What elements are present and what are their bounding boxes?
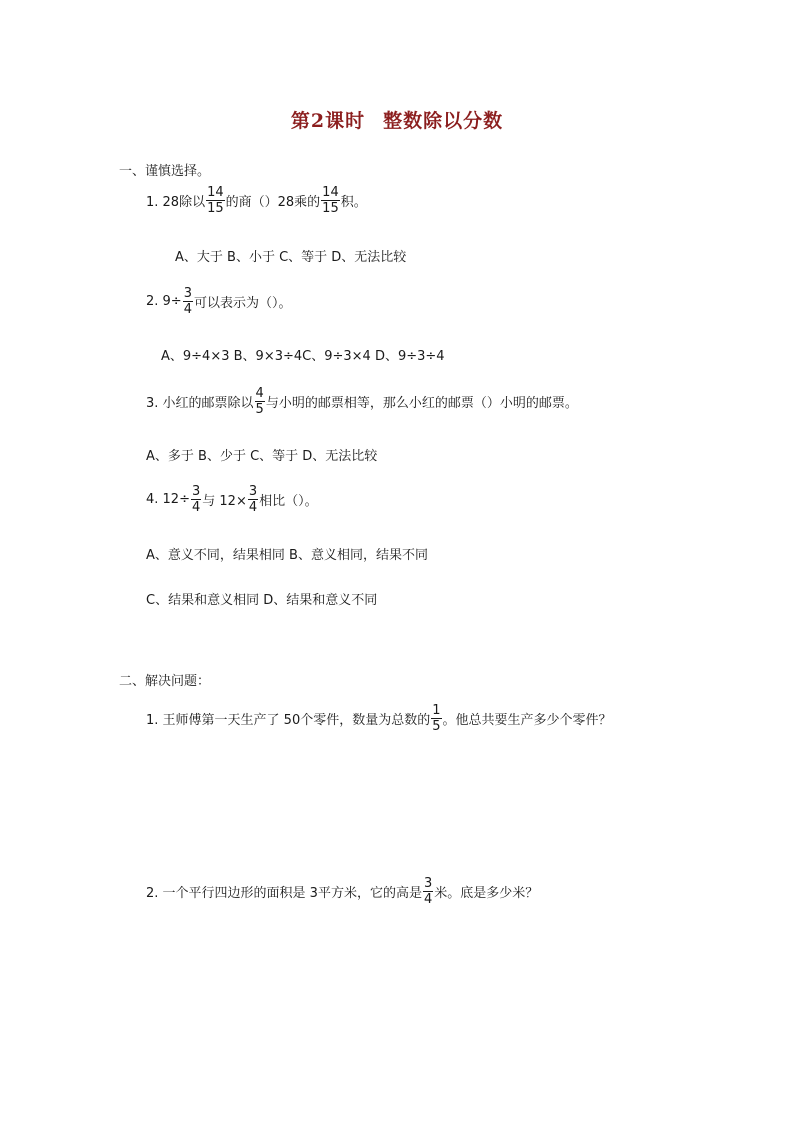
fraction-denominator: 4 [191, 500, 201, 515]
question-1-options: A、大于 B、小于 C、等于 D、无法比较 [175, 250, 407, 265]
fraction-denominator: 15 [322, 201, 339, 216]
question-4-text-b: 与 12× [202, 494, 247, 509]
fraction [321, 185, 340, 216]
fraction-numerator: 3 [423, 876, 433, 891]
question-4-options-line-2: C、结果和意义相同 D、结果和意义不同 [146, 593, 378, 608]
fraction-numerator: 14 [322, 185, 339, 200]
fraction [255, 386, 265, 417]
question-2 [146, 286, 292, 317]
question-2-text-b: 可以表示为（）。 [193, 296, 292, 311]
lesson-topic: 整数除以分数 [383, 110, 504, 132]
question-1-text-b: 的商（）28乘的 [225, 195, 321, 210]
lesson-number: 第2课时 [290, 110, 366, 132]
fraction-denominator: 5 [432, 719, 441, 734]
question-3-text-b: 与小明的邮票相等，那么小红的邮票（）小明的邮票。 [265, 396, 578, 411]
fraction-denominator: 4 [248, 500, 258, 515]
fraction [206, 185, 225, 216]
question-4-options-line-1: A、意义不同，结果相同 B、意义相同，结果不同 [146, 548, 428, 563]
fraction [183, 286, 193, 317]
page-title [0, 106, 794, 133]
question-3-options: A、多于 B、少于 C、等于 D、无法比较 [146, 449, 378, 464]
problem-2-text-a: 2. 一个平行四边形的面积是 3平方米，它的高是 [146, 886, 422, 901]
fraction-denominator: 4 [183, 302, 192, 317]
question-3-text-a: 3. 小红的邮票除以 [146, 396, 254, 411]
question-4-text-c: 相比（）。 [259, 494, 318, 509]
question-1-text-a: 1. 28除以 [146, 195, 206, 210]
question-1 [146, 185, 367, 216]
section-heading-choice: 一、谨慎选择。 [119, 164, 211, 179]
problem-1-text-a: 1. 王师傅第一天生产了 50个零件，数量为总数的 [146, 713, 431, 728]
problem-1 [146, 703, 612, 734]
question-4-text-a: 4. 12÷ [146, 492, 190, 507]
fraction-numerator: 3 [191, 484, 201, 499]
fraction [431, 703, 441, 734]
fraction [423, 876, 433, 907]
fraction-denominator: 5 [255, 402, 264, 417]
fraction [191, 484, 201, 515]
question-1-text-c: 积。 [340, 195, 367, 210]
fraction-numerator: 1 [432, 703, 441, 718]
question-3 [146, 386, 578, 417]
section-heading-problems: 二、解决问题： [119, 674, 211, 689]
fraction [248, 484, 258, 515]
fraction-numerator: 4 [255, 386, 264, 401]
fraction-numerator: 14 [207, 185, 224, 200]
problem-1-text-b: 。他总共要生产多少个零件？ [442, 713, 612, 728]
problem-2-text-b: 米。底是多少米？ [434, 886, 539, 901]
fraction-numerator: 3 [248, 484, 258, 499]
fraction-numerator: 3 [183, 286, 192, 301]
question-4 [146, 484, 318, 515]
question-2-text-a: 2. 9÷ [146, 294, 182, 309]
question-2-options: A、9÷4×3 B、9×3÷4C、9÷3×4 D、9÷3÷4 [161, 349, 445, 364]
problem-2 [146, 876, 538, 907]
fraction-denominator: 4 [423, 892, 433, 907]
fraction-denominator: 15 [207, 201, 224, 216]
